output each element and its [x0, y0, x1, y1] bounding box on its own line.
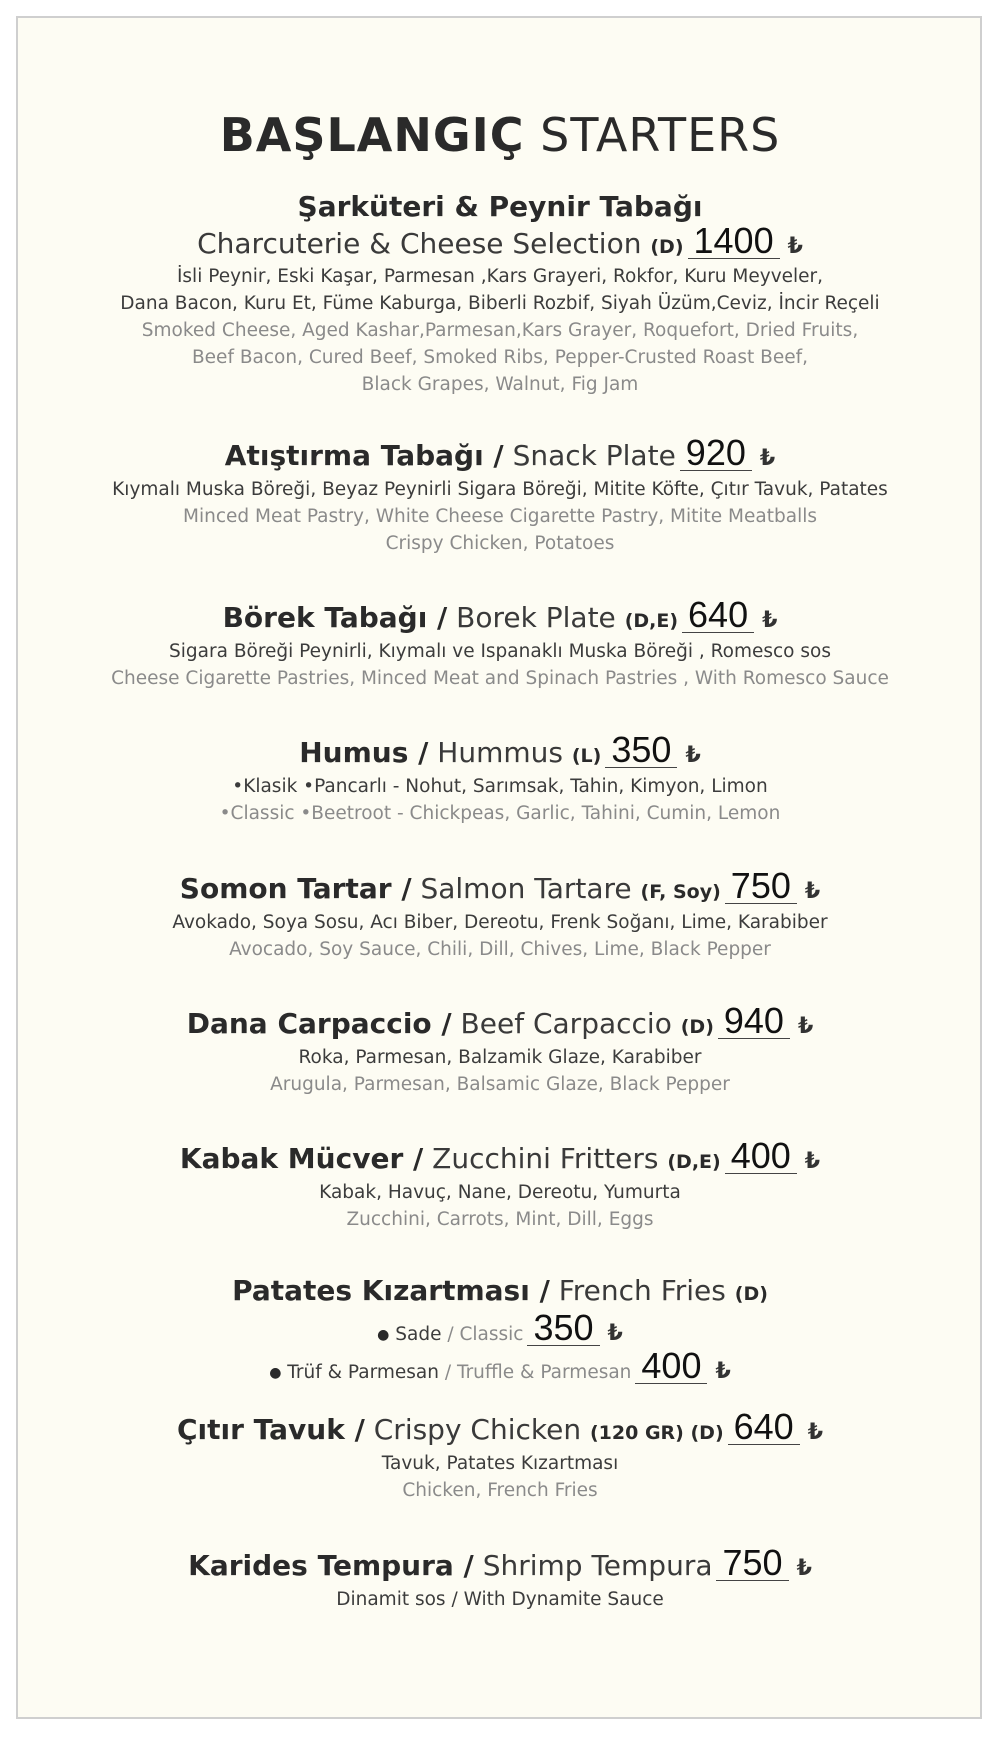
item-allergen-tag: (F, Soy): [640, 881, 721, 903]
item-name-en: French Fries: [558, 1274, 726, 1307]
item-name-tr: Atıştırma Tabağı /: [224, 439, 504, 472]
lira-icon: ₺: [759, 446, 776, 471]
item-name-tr: Somon Tartar /: [179, 872, 412, 905]
item-name-en: Salmon Tartare: [420, 872, 632, 905]
item-desc-en: •Classic •Beetroot - Chickpeas, Garlic, Tahini, Cumin, Lemon: [219, 803, 781, 824]
item-name-en: Zucchini Fritters: [432, 1142, 659, 1175]
menu-item-zucchini-fritters: [0, 1135, 1000, 1233]
item-name-en: Borek Plate: [456, 601, 616, 634]
lira-icon: ₺: [807, 1420, 824, 1445]
item-name-en: Crispy Chicken: [373, 1413, 582, 1446]
item-name-tr: Kabak Mücver /: [179, 1142, 424, 1175]
item-desc-tr: Sigara Böreği Peynirli, Kıymalı ve Ispanaklı Muska Böreği , Romesco sos: [169, 641, 831, 662]
item-price: 940: [718, 1004, 790, 1039]
section-title: [0, 108, 1000, 162]
item-desc-tr: •Klasik •Pancarlı - Nohut, Sarımsak, Tahin, Kimyon, Limon: [232, 776, 768, 797]
menu-item-shrimp-tempura: [0, 1542, 1000, 1613]
menu-item-charcuterie: [0, 190, 1000, 398]
item-price: 350: [605, 733, 677, 768]
menu-item-salmon-tartare: [0, 865, 1000, 963]
item-price: 1400: [688, 224, 780, 259]
item-name-tr: Dana Carpaccio /: [186, 1007, 452, 1040]
item-desc-en: Avocado, Soy Sauce, Chili, Dill, Chives, Lime, Black Pepper: [229, 939, 771, 960]
option-name-tr: Sade: [395, 1324, 442, 1345]
item-desc-tr: Kabak, Havuç, Nane, Dereotu, Yumurta: [319, 1182, 681, 1203]
item-name-tr: Patates Kızartması /: [232, 1274, 550, 1307]
item-name-en: Shrimp Tempura: [482, 1549, 713, 1582]
lira-icon: ₺: [804, 1149, 821, 1174]
item-name-tr: Karides Tempura /: [188, 1549, 474, 1582]
item-desc-en: Cheese Cigarette Pastries, Minced Meat and Spinach Pastries , With Romesco Sauce: [111, 668, 889, 689]
item-allergen-tag: (120 GR) (D): [590, 1422, 724, 1444]
item-desc-en: Chicken, French Fries: [402, 1480, 598, 1501]
lira-icon: ₺: [607, 1321, 623, 1346]
item-name-en: Snack Plate: [512, 439, 676, 472]
item-allergen-tag: (D): [680, 1016, 714, 1038]
lira-icon: ₺: [685, 743, 701, 768]
lira-icon: ₺: [762, 608, 778, 633]
option-name-en: Truffle & Parmesan: [456, 1362, 632, 1383]
item-desc-tr: Avokado, Soya Sosu, Acı Biber, Dereotu, Frenk Soğanı, Lime, Karabiber: [172, 912, 828, 933]
item-price: 920: [680, 436, 752, 471]
item-name-en: Charcuterie & Cheese Selection: [197, 227, 642, 260]
item-price: 750: [716, 1546, 788, 1581]
item-name-tr: Humus /: [299, 736, 429, 769]
lira-icon: ₺: [787, 234, 803, 259]
item-desc-tr: Roka, Parmesan, Balzamik Glaze, Karabiber: [298, 1047, 702, 1068]
item-desc-en: Smoked Cheese, Aged Kashar,Parmesan,Kars Grayer, Roquefort, Dried Fruits,: [141, 320, 859, 341]
lira-icon: ₺: [797, 1014, 814, 1039]
lira-icon: ₺: [715, 1359, 731, 1384]
item-allergen-tag: (L): [571, 745, 602, 767]
item-price: 750: [725, 869, 797, 904]
item-allergen-tag: (D,E): [624, 610, 679, 632]
item-desc-en: Black Grapes, Walnut, Fig Jam: [361, 374, 639, 395]
item-allergen-tag: (D,E): [667, 1151, 721, 1173]
item-allergen-tag: (D): [650, 236, 684, 258]
item-desc-tr: Dinamit sos / With Dynamite Sauce: [336, 1589, 664, 1610]
option-price: 350: [527, 1311, 599, 1346]
menu-item-beef-carpaccio: [0, 1000, 1000, 1098]
item-desc-tr: Tavuk, Patates Kızartması: [381, 1453, 619, 1474]
menu-item-crispy-chicken: [0, 1406, 1000, 1504]
item-desc-en: Beef Bacon, Cured Beef, Smoked Ribs, Pepper-Crusted Roast Beef,: [191, 347, 808, 368]
item-name-tr: Şarküteri & Peynir Tabağı: [297, 190, 703, 223]
menu-item-snack-plate: [0, 432, 1000, 557]
item-allergen-tag: (D): [734, 1283, 768, 1305]
item-name-tr: Börek Tabağı /: [222, 601, 448, 634]
option-name-en: Classic: [459, 1324, 524, 1345]
lira-icon: ₺: [804, 879, 821, 904]
menu-item-french-fries: [0, 1274, 1000, 1387]
section-title-tr: BAŞLANGIÇ: [219, 108, 525, 162]
item-desc-en: Minced Meat Pastry, White Cheese Cigarette Pastry, Mitite Meatballs: [183, 506, 817, 527]
option-price: 400: [635, 1349, 707, 1384]
item-desc-tr: İsli Peynir, Eski Kaşar, Parmesan ,Kars Grayeri, Rokfor, Kuru Meyveler,: [176, 266, 824, 287]
item-desc-tr: Dana Bacon, Kuru Et, Füme Kaburga, Biberli Rozbif, Siyah Üzüm,Ceviz, İncir Reçeli: [120, 293, 880, 314]
item-desc-en: Zucchini, Carrots, Mint, Dill, Eggs: [346, 1209, 654, 1230]
item-desc-en: Arugula, Parmesan, Balsamic Glaze, Black Pepper: [270, 1074, 730, 1095]
item-price: 640: [728, 1410, 800, 1445]
menu-item-borek-plate: [0, 594, 1000, 692]
item-desc-en: Crispy Chicken, Potatoes: [385, 533, 615, 554]
menu-item-hummus: [0, 729, 1000, 827]
item-name-tr: Çıtır Tavuk /: [176, 1413, 365, 1446]
section-title-en: STARTERS: [540, 108, 781, 162]
item-name-en: Hummus: [437, 736, 563, 769]
option-name-tr: Trüf & Parmesan: [287, 1362, 439, 1383]
item-option: ● Trüf & Parmesan / Truffle & Parmesan 400 ₺: [269, 1345, 731, 1386]
item-name-en: Beef Carpaccio: [460, 1007, 672, 1040]
item-option: ● Sade / Classic 350 ₺: [377, 1307, 623, 1348]
item-price: 640: [682, 598, 754, 633]
item-desc-tr: Kıymalı Muska Böreği, Beyaz Peynirli Sigara Böreği, Mitite Köfte, Çıtır Tavuk, Patates: [112, 479, 888, 500]
lira-icon: ₺: [796, 1556, 812, 1581]
item-price: 400: [725, 1139, 797, 1174]
